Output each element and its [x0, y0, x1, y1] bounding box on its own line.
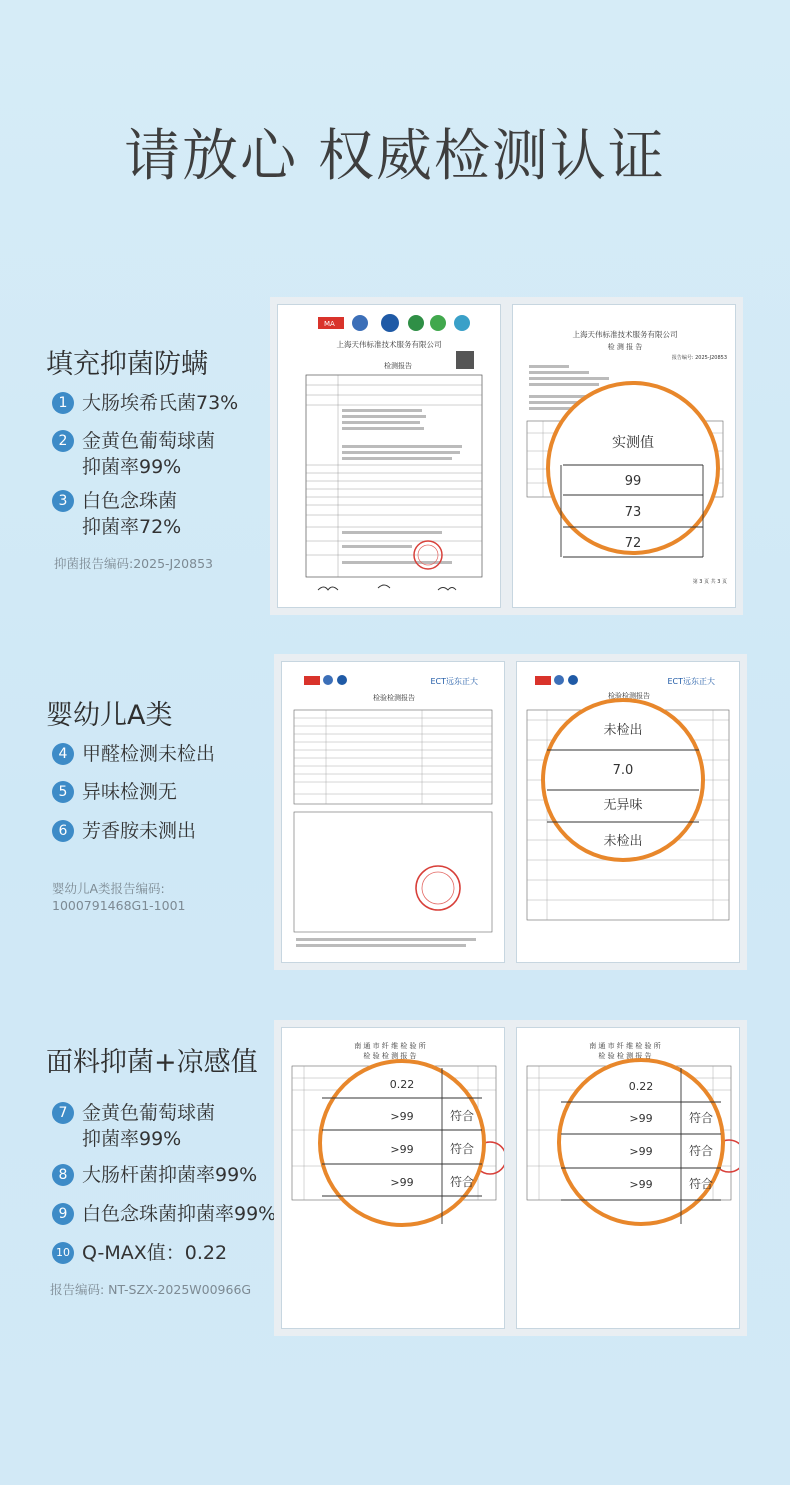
number-3-icon: 3	[52, 490, 74, 512]
report-image-1a	[278, 305, 500, 607]
report-code-3: 报告编码: NT-SZX-2025W00966G	[50, 1282, 252, 1297]
number-4-icon: 4	[52, 743, 74, 765]
number-10-icon: 10	[52, 1242, 74, 1264]
number-7-icon: 7	[52, 1102, 74, 1124]
report-code-2: 婴幼儿A类报告编码: 1000791468G1-1001	[52, 881, 186, 913]
svg-text:实测值: 实测值	[612, 435, 654, 451]
feature-item-2: 2 金黄色葡萄球菌 抑菌率99%	[52, 428, 215, 480]
svg-text:0.22: 0.22	[628, 1080, 654, 1093]
svg-text:>99: >99	[390, 1143, 414, 1156]
svg-text:检 验 检 测 报 告: 检 验 检 测 报 告	[363, 1052, 417, 1060]
svg-text:符合: 符合	[449, 1175, 475, 1189]
svg-text:72: 72	[624, 536, 642, 551]
svg-text:未检出: 未检出	[603, 834, 643, 849]
number-1-icon: 1	[52, 392, 74, 414]
section-title-fabric: 面料抑菌+凉感值	[46, 1047, 258, 1078]
svg-text:7.0: 7.0	[612, 763, 634, 778]
feature-item-5: 5 异味检测无	[52, 779, 177, 805]
svg-text:99: 99	[624, 474, 642, 489]
section-title-fill: 填充抑菌防螨	[46, 349, 208, 380]
page-title: 请放心 权威检测认证	[124, 124, 666, 189]
svg-text:符合: 符合	[688, 1177, 714, 1191]
feature-item-1: 1 大肠埃希氏菌73%	[52, 390, 238, 416]
svg-text:未检出: 未检出	[603, 723, 643, 738]
feature-item-6: 6 芳香胺未测出	[52, 818, 196, 844]
svg-text:>99: >99	[390, 1176, 414, 1189]
number-8-icon: 8	[52, 1164, 74, 1186]
svg-text:>99: >99	[629, 1178, 653, 1191]
svg-text:73: 73	[624, 505, 642, 520]
report-image-2a	[282, 662, 504, 962]
feature-item-3: 3 白色念珠菌 抑菌率72%	[52, 488, 181, 540]
svg-text:检测报告: 检测报告	[384, 362, 412, 370]
svg-text:上海天伟标准技术服务有限公司: 上海天伟标准技术服务有限公司	[336, 340, 442, 349]
report-image-3a	[282, 1028, 504, 1328]
svg-text:符合: 符合	[688, 1111, 714, 1125]
svg-text:无异味: 无异味	[603, 798, 643, 813]
svg-text:ECT远东正大: ECT远东正大	[430, 677, 478, 686]
svg-text:报告编号: 2025-J20853: 报告编号: 2025-J20853	[671, 355, 727, 361]
report-image-3b	[517, 1028, 739, 1328]
svg-text:第 3 页 共 3 页: 第 3 页 共 3 页	[692, 579, 727, 585]
svg-text:南 通 市 纤 维 检 验 所: 南 通 市 纤 维 检 验 所	[354, 1042, 426, 1050]
svg-text:检 验 检 测 报 告: 检 验 检 测 报 告	[598, 1052, 652, 1060]
number-9-icon: 9	[52, 1203, 74, 1225]
svg-text:符合: 符合	[449, 1142, 475, 1156]
report-code-1: 抑菌报告编码:2025-J20853	[54, 556, 213, 571]
svg-text:检 测 报 告: 检 测 报 告	[607, 343, 643, 351]
svg-text:>99: >99	[629, 1112, 653, 1125]
svg-text:上海天伟标准技术服务有限公司: 上海天伟标准技术服务有限公司	[572, 330, 678, 339]
report-image-2b	[517, 662, 739, 962]
svg-text:检验检测报告: 检验检测报告	[373, 694, 415, 702]
feature-item-10: 10 Q-MAX值：0.22	[52, 1240, 227, 1266]
feature-item-7: 7 金黄色葡萄球菌 抑菌率99%	[52, 1100, 215, 1152]
feature-item-9: 9 白色念珠菌抑菌率99%	[52, 1201, 276, 1227]
section-title-infant: 婴幼儿A类	[46, 700, 173, 731]
svg-text:0.22: 0.22	[389, 1078, 415, 1091]
number-5-icon: 5	[52, 781, 74, 803]
svg-text:符合: 符合	[449, 1109, 475, 1123]
svg-text:MA: MA	[324, 320, 335, 328]
svg-text:符合: 符合	[688, 1144, 714, 1158]
number-6-icon: 6	[52, 820, 74, 842]
svg-text:>99: >99	[629, 1145, 653, 1158]
feature-item-4: 4 甲醛检测未检出	[52, 741, 215, 767]
svg-text:ECT远东正大: ECT远东正大	[667, 677, 715, 686]
number-2-icon: 2	[52, 430, 74, 452]
feature-item-8: 8 大肠杆菌抑菌率99%	[52, 1162, 257, 1188]
svg-text:>99: >99	[390, 1110, 414, 1123]
svg-text:检验检测报告: 检验检测报告	[608, 692, 650, 700]
svg-text:南 通 市 纤 维 检 验 所: 南 通 市 纤 维 检 验 所	[589, 1042, 661, 1050]
report-image-1b	[513, 305, 735, 607]
